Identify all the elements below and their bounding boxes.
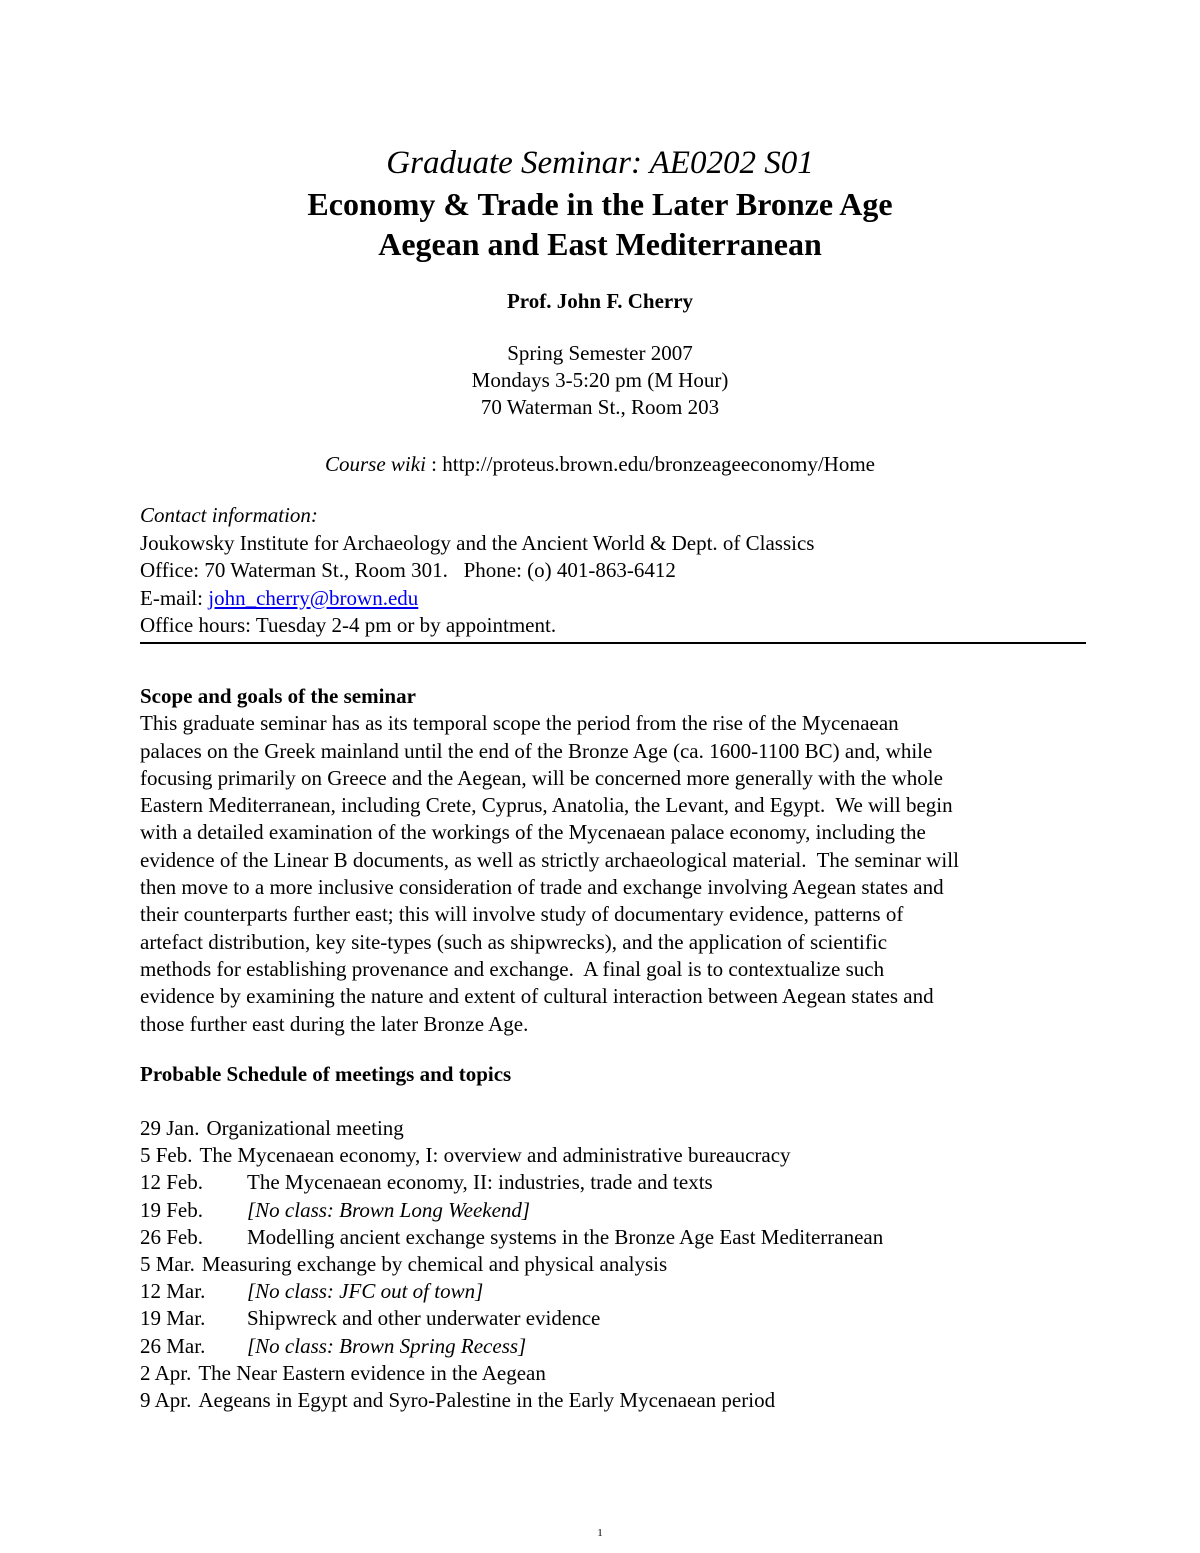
contact-office: Office: 70 Waterman St., Room 301. Phone: (o) 401-863-6412 [140,558,676,582]
schedule-topic: The Near Eastern evidence in the Aegean [198,1360,546,1385]
course-title-line2: Aegean and East Mediterranean [378,226,822,262]
scope-heading: Scope and goals of the seminar [140,684,416,708]
schedule-topic: The Mycenaean economy, II: industries, trade and texts [247,1170,713,1195]
schedule-date: 19 Feb. [140,1197,203,1222]
schedule-topic: [No class: Brown Long Weekend] [247,1197,531,1222]
email-label: E-mail: [140,585,209,610]
office-hours: Office hours: Tuesday 2-4 pm or by appointment. [140,613,557,637]
scope-line: methods for establishing provenance and exchange. A final goal is to contextualize such [140,956,885,981]
contact-email-row [140,585,1086,613]
schedule-topic: Measuring exchange by chemical and physical analysis [201,1251,668,1276]
contact-block [140,502,1086,644]
schedule-item [140,1142,883,1169]
schedule-item [140,1115,883,1142]
scope-line: those further east during the later Bronze Age. [140,1011,529,1036]
scope-line: This graduate seminar has as its temporal scope the period from the rise of the Mycenaean [140,711,899,736]
email-link[interactable]: john_cherry@brown.edu [208,585,419,610]
schedule-date: 26 Mar. [140,1333,206,1358]
schedule-topic: Aegeans in Egypt and Syro-Palestine in the Early Mycenaean period [198,1387,776,1412]
scope-section [140,683,1080,1038]
schedule-item [140,1387,883,1414]
schedule-date: 19 Mar. [140,1306,206,1331]
semester: Spring Semester 2007 [507,341,693,365]
schedule-item [140,1197,883,1224]
scope-line: with a detailed examination of the workings of the Mycenaean palace economy, including the [140,820,926,845]
schedule-item [140,1278,883,1305]
schedule-date: 29 Jan. [140,1116,200,1140]
course-wiki [0,450,1200,478]
scope-line: palaces on the Greek mainland until the end of the Bronze Age (ca. 1600-1100 BC) and, while [140,738,933,763]
scope-line: evidence by examining the nature and extent of cultural interaction between Aegean states and [140,984,934,1009]
schedule-item [140,1224,883,1251]
schedule-topic: Shipwreck and other underwater evidence [247,1306,601,1331]
schedule-list [140,1115,883,1414]
schedule-topic: Organizational meeting [206,1116,404,1140]
seminar-label: Graduate Seminar: AE0202 S01 [386,145,814,181]
schedule-date: 12 Mar. [140,1279,206,1304]
schedule-topic: [No class: Brown Spring Recess] [247,1333,527,1358]
meeting-location: 70 Waterman St., Room 203 [480,395,720,419]
wiki-label: Course wiki [325,452,426,476]
schedule-topic: The Mycenaean economy, I: overview and administrative bureaucracy [199,1143,791,1168]
schedule-heading: Probable Schedule of meetings and topics [140,1062,512,1086]
schedule-item [140,1333,883,1360]
schedule-date: 26 Feb. [140,1224,203,1249]
scope-line: artefact distribution, key site-types (such as shipwrecks), and the application of scientific [140,929,888,954]
contact-heading: Contact information: [140,503,318,527]
scope-line: evidence of the Linear B documents, as well as strictly archaeological material. The seminar will [140,847,959,872]
schedule-item [140,1251,883,1278]
scope-line: then move to a more inclusive consideration of trade and exchange involving Aegean states and [140,875,944,900]
schedule-item [140,1360,883,1387]
schedule-date: 5 Feb. [140,1143,193,1168]
wiki-separator: : [425,452,443,476]
scope-line: Eastern Mediterranean, including Crete, Cyprus, Anatolia, the Levant, and Egypt. We will begin [140,793,953,818]
scope-line: their counterparts further east; this will involve study of documentary evidence, patterns of [140,902,904,927]
course-title-line1: Economy & Trade in the Later Bronze Age [307,186,893,222]
page-number: 1 [597,1527,603,1539]
schedule-date: 12 Feb. [140,1170,203,1195]
schedule-topic: Modelling ancient exchange systems in the Bronze Age East Mediterranean [247,1224,884,1249]
schedule-item [140,1169,883,1196]
schedule-date: 9 Apr. [140,1387,192,1412]
professor-name: Prof. John F. Cherry [506,289,694,313]
schedule-date: 5 Mar. [140,1251,195,1276]
meeting-time: Mondays 3-5:20 pm (M Hour) [471,368,729,392]
schedule-topic: [No class: JFC out of town] [247,1279,484,1304]
wiki-url: http://proteus.brown.edu/bronzeageeconomy/Home [442,452,875,476]
schedule-item [140,1305,883,1332]
scope-line: focusing primarily on Greece and the Aegean, will be concerned more generally with the whole [140,765,943,790]
schedule-date: 2 Apr. [140,1360,192,1385]
scope-paragraph [140,710,1080,1038]
course-info [0,340,1200,421]
contact-institute: Joukowsky Institute for Archaeology and the Ancient World & Dept. of Classics [140,530,815,555]
